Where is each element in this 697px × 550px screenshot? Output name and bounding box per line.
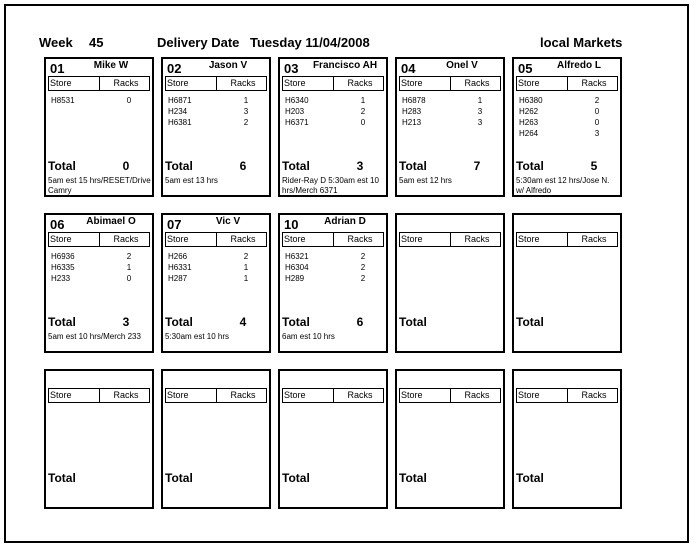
week-label: Week [39, 35, 73, 50]
column-header [399, 388, 501, 403]
market-label: local Markets [540, 35, 623, 50]
store-id: H6878 [402, 96, 426, 105]
total-value: 7 [473, 159, 481, 173]
column-header [48, 388, 150, 403]
driver-note: 5am est 13 hrs [165, 176, 218, 185]
driver-card [278, 213, 388, 353]
driver-name: Alfredo L [557, 60, 601, 71]
store-id: H234 [168, 107, 188, 116]
rack-count: 1 [243, 274, 249, 283]
driver-number: 01 [50, 61, 65, 76]
store-id: H6321 [285, 252, 309, 261]
store-id: H233 [51, 274, 71, 283]
driver-card [512, 213, 622, 353]
column-divider [450, 233, 451, 246]
store-column-header: Store [518, 234, 540, 244]
column-divider [99, 389, 100, 402]
total-label: Total [282, 471, 310, 485]
rack-count: 1 [360, 96, 366, 105]
column-header [165, 232, 267, 247]
total-label: Total [516, 315, 544, 329]
driver-note: 5am est 12 hrs [399, 176, 452, 185]
column-header [516, 232, 618, 247]
racks-column-header: Racks [230, 78, 256, 88]
store-id: H262 [519, 107, 539, 116]
driver-card [395, 213, 505, 353]
store-row [168, 251, 267, 262]
driver-note: 5am est 10 hrs/Merch 233 [48, 332, 141, 341]
column-header [48, 232, 150, 247]
store-row [168, 106, 267, 117]
store-id: H6304 [285, 263, 309, 272]
column-divider [567, 389, 568, 402]
total-value: 4 [239, 315, 247, 329]
driver-card [512, 369, 622, 509]
driver-number: 06 [50, 217, 65, 232]
store-row [519, 128, 618, 139]
store-list [168, 95, 267, 128]
store-row [168, 273, 267, 284]
driver-number: 07 [167, 217, 182, 232]
store-id: H266 [168, 252, 188, 261]
driver-note: 5am est 15 hrs/RESET/Drive Camry [48, 176, 151, 195]
driver-name: Onel V [446, 60, 478, 71]
store-column-header: Store [167, 234, 189, 244]
driver-card [278, 369, 388, 509]
total-label: Total [48, 315, 76, 329]
racks-column-header: Racks [464, 78, 490, 88]
store-list [51, 95, 150, 106]
store-list [519, 95, 618, 139]
total-label: Total [165, 159, 193, 173]
total-label: Total [48, 471, 76, 485]
week-number: 45 [89, 35, 104, 50]
column-divider [450, 389, 451, 402]
driver-card [395, 57, 505, 197]
total-label: Total [516, 471, 544, 485]
store-row [285, 95, 384, 106]
store-column-header: Store [50, 234, 72, 244]
racks-column-header: Racks [347, 390, 373, 400]
rack-count: 2 [360, 252, 366, 261]
store-row [168, 95, 267, 106]
total-label: Total [165, 471, 193, 485]
racks-column-header: Racks [113, 390, 139, 400]
store-row [285, 106, 384, 117]
racks-column-header: Racks [581, 234, 607, 244]
racks-column-header: Racks [347, 78, 373, 88]
store-column-header: Store [167, 78, 189, 88]
total-label: Total [399, 315, 427, 329]
racks-column-header: Racks [113, 78, 139, 88]
rack-count: 0 [360, 118, 366, 127]
column-header [282, 232, 384, 247]
column-divider [333, 77, 334, 90]
column-divider [333, 389, 334, 402]
store-list [402, 95, 501, 128]
total-label: Total [399, 471, 427, 485]
total-label: Total [48, 159, 76, 173]
store-column-header: Store [518, 390, 540, 400]
store-id: H287 [168, 274, 188, 283]
driver-card [44, 57, 154, 197]
column-header [165, 388, 267, 403]
delivery-date-label: Delivery Date [157, 35, 240, 50]
driver-number: 04 [401, 61, 416, 76]
rack-count: 1 [477, 96, 483, 105]
column-header [399, 76, 501, 91]
driver-card [161, 57, 271, 197]
column-divider [567, 77, 568, 90]
driver-name: Adrian D [324, 216, 366, 227]
rack-count: 0 [594, 118, 600, 127]
driver-card [512, 57, 622, 197]
rack-count: 1 [126, 263, 132, 272]
store-row [51, 273, 150, 284]
driver-number: 03 [284, 61, 299, 76]
driver-note: Rider-Ray D 5:30am est 10 hrs/Merch 6371 [282, 176, 379, 195]
store-id: H6936 [51, 252, 75, 261]
column-divider [99, 233, 100, 246]
column-divider [216, 77, 217, 90]
store-row [285, 262, 384, 273]
rack-count: 2 [594, 96, 600, 105]
store-column-header: Store [401, 78, 423, 88]
store-row [285, 117, 384, 128]
store-row [519, 106, 618, 117]
store-id: H6331 [168, 263, 192, 272]
total-value: 3 [356, 159, 364, 173]
store-row [402, 106, 501, 117]
racks-column-header: Racks [464, 390, 490, 400]
racks-column-header: Racks [230, 234, 256, 244]
store-id: H6381 [168, 118, 192, 127]
driver-number: 10 [284, 217, 299, 232]
column-header [399, 232, 501, 247]
store-row [519, 95, 618, 106]
racks-column-header: Racks [464, 234, 490, 244]
store-id: H283 [402, 107, 422, 116]
rack-count: 3 [477, 118, 483, 127]
column-header [516, 76, 618, 91]
store-row [285, 273, 384, 284]
rack-count: 1 [243, 263, 249, 272]
driver-card [395, 369, 505, 509]
store-id: H264 [519, 129, 539, 138]
store-list [285, 251, 384, 284]
rack-count: 2 [243, 252, 249, 261]
store-list [168, 251, 267, 284]
column-header [48, 76, 150, 91]
column-divider [216, 389, 217, 402]
driver-name: Francisco AH [312, 60, 378, 71]
rack-count: 0 [594, 107, 600, 116]
store-id: H6380 [519, 96, 543, 105]
driver-name: Vic V [215, 216, 241, 227]
rack-count: 3 [594, 129, 600, 138]
store-id: H289 [285, 274, 305, 283]
store-list [51, 251, 150, 284]
delivery-date: Tuesday 11/04/2008 [250, 35, 370, 50]
store-column-header: Store [167, 390, 189, 400]
total-value: 6 [239, 159, 247, 173]
store-id: H6871 [168, 96, 192, 105]
driver-card [278, 57, 388, 197]
store-row [285, 251, 384, 262]
store-row [168, 117, 267, 128]
column-divider [333, 233, 334, 246]
store-id: H203 [285, 107, 305, 116]
store-row [51, 95, 150, 106]
column-divider [216, 233, 217, 246]
driver-card [44, 369, 154, 509]
store-column-header: Store [401, 234, 423, 244]
rack-count: 2 [360, 107, 366, 116]
store-id: H6335 [51, 263, 75, 272]
rack-count: 3 [477, 107, 483, 116]
driver-note: 5:30am est 12 hrs/Jose N. w/ Alfredo [516, 176, 610, 195]
total-label: Total [282, 315, 310, 329]
store-id: H8531 [51, 96, 75, 105]
total-value: 0 [122, 159, 130, 173]
driver-card [161, 213, 271, 353]
store-row [51, 251, 150, 262]
store-column-header: Store [50, 78, 72, 88]
rack-count: 0 [126, 96, 132, 105]
rack-count: 0 [126, 274, 132, 283]
rack-count: 1 [243, 96, 249, 105]
driver-card [44, 213, 154, 353]
store-row [519, 117, 618, 128]
store-id: H6371 [285, 118, 309, 127]
racks-column-header: Racks [581, 390, 607, 400]
column-divider [567, 233, 568, 246]
racks-column-header: Racks [581, 78, 607, 88]
driver-name: Abimael O [86, 216, 136, 227]
driver-number: 05 [518, 61, 533, 76]
racks-column-header: Racks [347, 234, 373, 244]
rack-count: 2 [360, 274, 366, 283]
store-row [168, 262, 267, 273]
store-column-header: Store [284, 78, 306, 88]
column-header [516, 388, 618, 403]
driver-name: Mike W [93, 60, 129, 71]
rack-count: 2 [360, 263, 366, 272]
total-label: Total [399, 159, 427, 173]
column-divider [450, 77, 451, 90]
total-label: Total [282, 159, 310, 173]
store-list [285, 95, 384, 128]
driver-card [161, 369, 271, 509]
rack-count: 2 [243, 118, 249, 127]
store-column-header: Store [518, 78, 540, 88]
total-value: 5 [590, 159, 598, 173]
store-column-header: Store [284, 234, 306, 244]
total-label: Total [165, 315, 193, 329]
total-label: Total [516, 159, 544, 173]
store-row [402, 117, 501, 128]
column-header [282, 388, 384, 403]
driver-note: 5:30am est 10 hrs [165, 332, 230, 341]
total-value: 6 [356, 315, 364, 329]
store-column-header: Store [401, 390, 423, 400]
store-id: H6340 [285, 96, 309, 105]
column-divider [99, 77, 100, 90]
rack-count: 3 [243, 107, 249, 116]
store-row [51, 262, 150, 273]
column-header [282, 76, 384, 91]
column-header [165, 76, 267, 91]
rack-count: 2 [126, 252, 132, 261]
driver-name: Jason V [208, 60, 248, 71]
total-value: 3 [122, 315, 130, 329]
racks-column-header: Racks [113, 234, 139, 244]
driver-number: 02 [167, 61, 182, 76]
store-row [402, 95, 501, 106]
store-id: H213 [402, 118, 422, 127]
store-id: H263 [519, 118, 539, 127]
racks-column-header: Racks [230, 390, 256, 400]
store-column-header: Store [50, 390, 72, 400]
store-column-header: Store [284, 390, 306, 400]
driver-note: 6am est 10 hrs [282, 332, 335, 341]
